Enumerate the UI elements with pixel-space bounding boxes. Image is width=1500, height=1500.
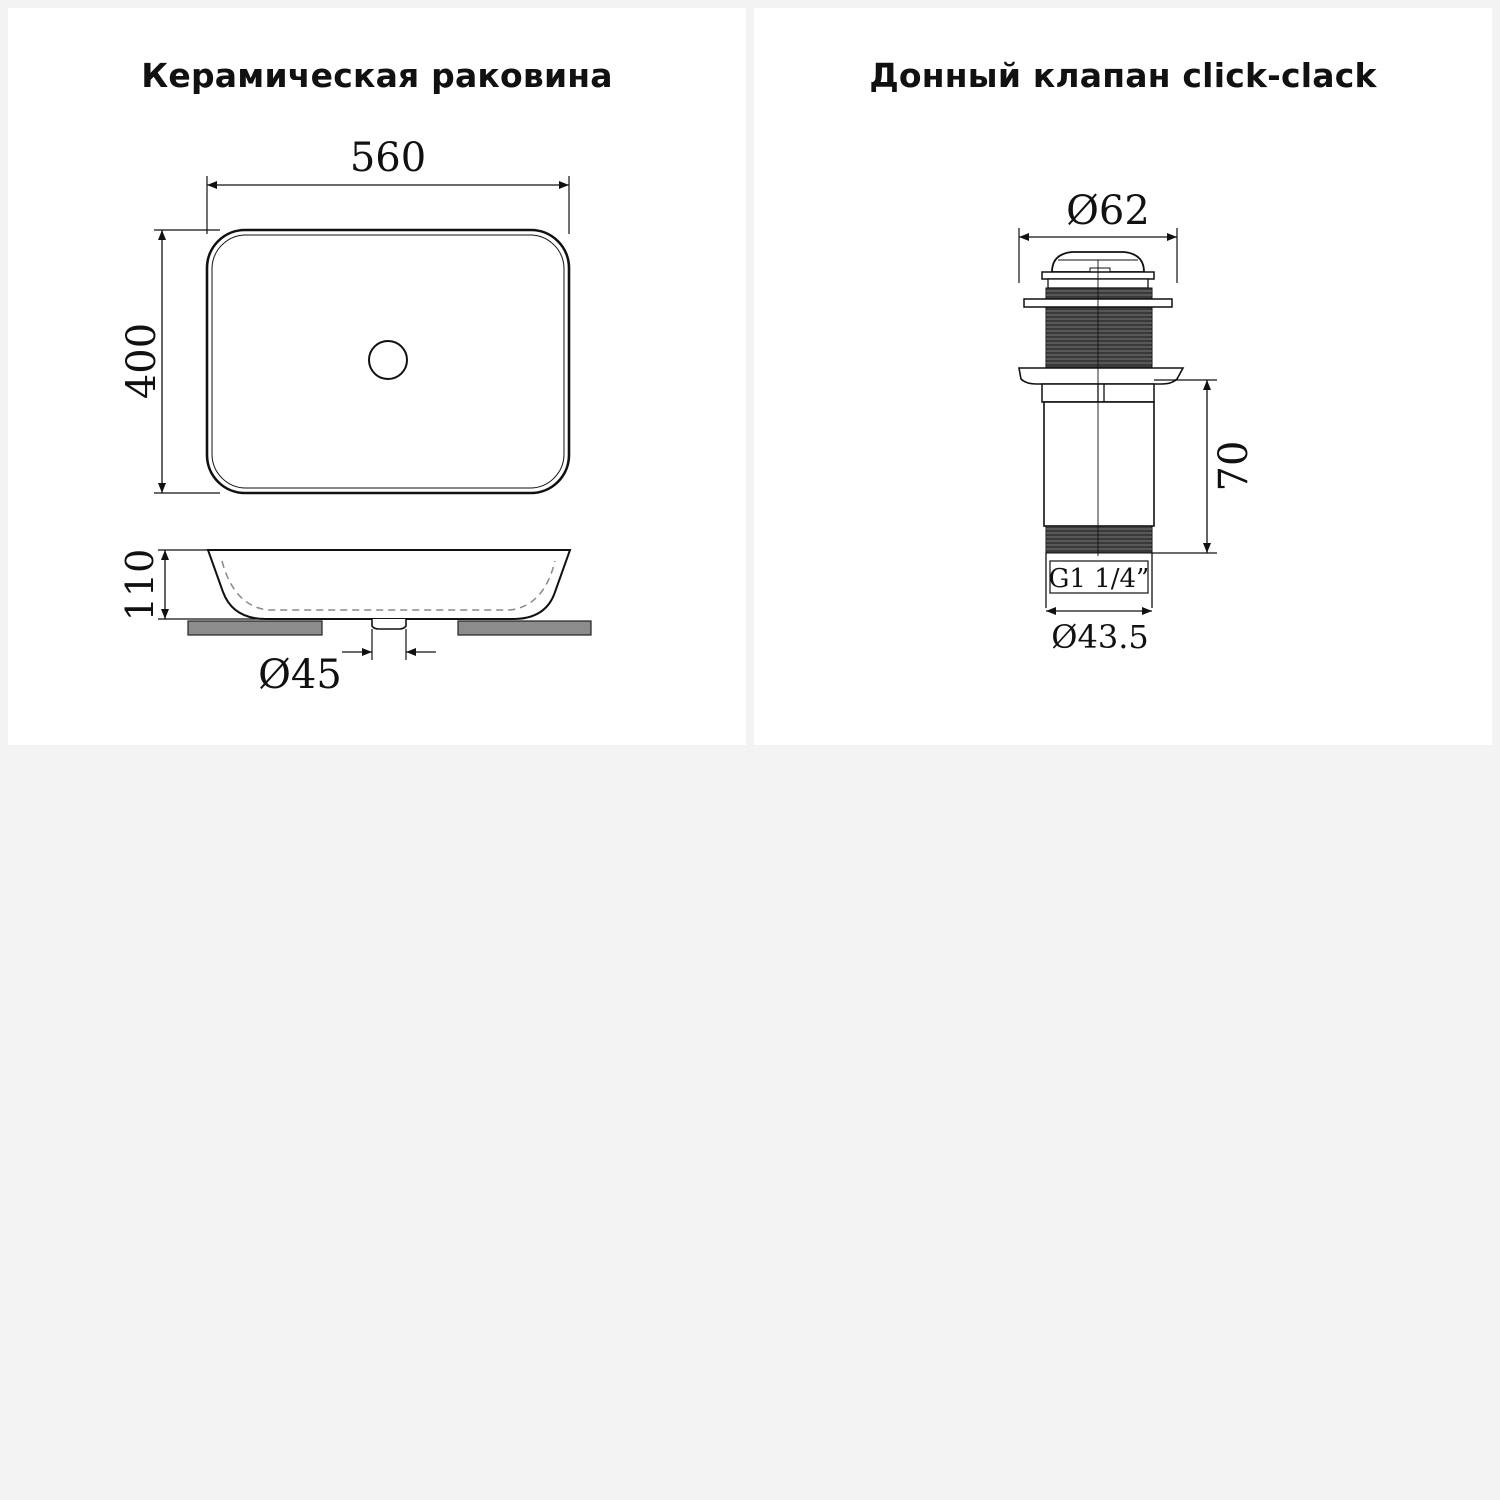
valve-title: Донный клапан click-clack	[869, 56, 1377, 95]
sink-drawing	[8, 8, 746, 745]
width-label: 560	[349, 135, 427, 181]
drain-label: Ø45	[258, 652, 342, 698]
valve-drawing	[754, 8, 1492, 745]
countertop-left	[188, 621, 322, 635]
thread-diameter-label: Ø43.5	[1051, 618, 1149, 656]
height-label: 110	[118, 548, 162, 622]
valve-panel	[754, 8, 1492, 745]
drain-dimension	[258, 629, 436, 698]
body-length-dimension	[1152, 380, 1257, 553]
drain-hole	[369, 341, 407, 379]
thread-diameter-dimension	[1046, 611, 1152, 656]
valve-body	[1019, 252, 1183, 608]
cap-diameter-label: Ø62	[1066, 188, 1150, 234]
countertop-right	[458, 621, 591, 635]
depth-dimension	[119, 230, 220, 493]
body-length-label: 70	[1211, 440, 1257, 492]
width-dimension	[207, 135, 569, 234]
sink-side-view	[188, 550, 591, 635]
sink-top-view	[207, 230, 569, 493]
sink-title: Керамическая раковина	[141, 56, 613, 95]
sink-panel	[8, 8, 746, 745]
thread-label: G1 1/4”	[1048, 564, 1150, 594]
thread-label-group	[1049, 561, 1150, 594]
depth-label: 400	[119, 322, 165, 400]
